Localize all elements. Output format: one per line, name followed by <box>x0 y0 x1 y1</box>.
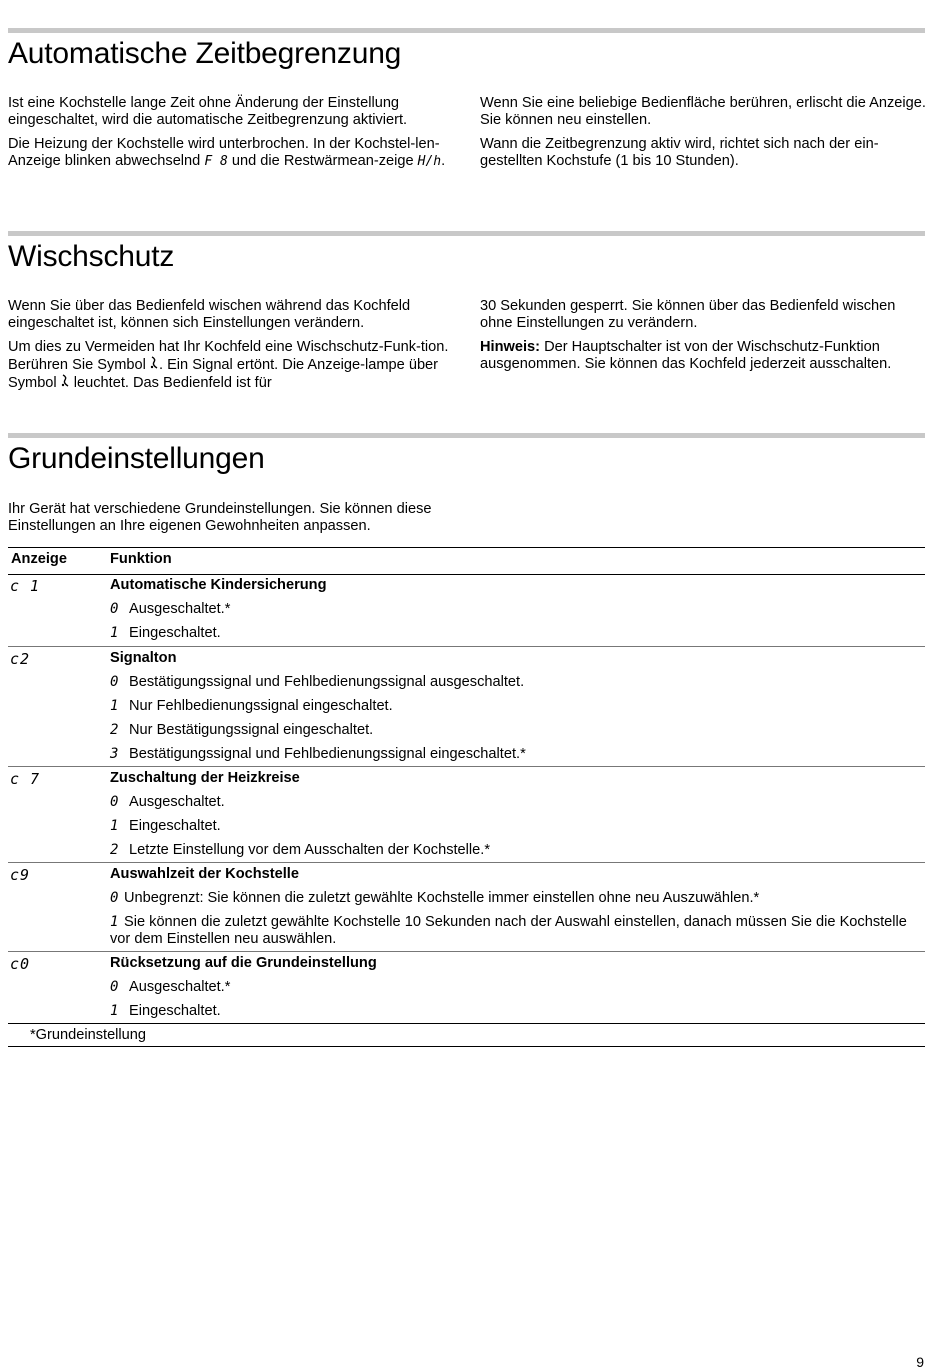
function-title: Signalton <box>110 650 177 666</box>
function-title: Zuschaltung der Heizkreise <box>110 770 300 786</box>
function-title: Automatische Kindersicherung <box>110 577 327 593</box>
table-row <box>110 722 925 739</box>
setting-value: 1 <box>110 818 119 834</box>
table-row <box>110 601 925 618</box>
display-code: c2 <box>10 650 31 668</box>
setting-description: Ausgeschaltet.* <box>129 601 231 617</box>
table-row-group <box>8 767 925 863</box>
setting-value: 0 <box>110 601 119 617</box>
setting-value: 1 <box>110 625 119 641</box>
wipe-protection-icon <box>61 375 70 391</box>
section-divider <box>8 28 925 33</box>
paragraph <box>8 339 454 392</box>
setting-value: 3 <box>110 746 119 762</box>
column-header-funktion: Funktion <box>110 551 172 567</box>
setting-value: 0 <box>110 979 119 995</box>
table-row <box>110 674 925 691</box>
left-column <box>8 95 454 177</box>
table-row-group <box>8 574 925 647</box>
table-row <box>110 818 925 835</box>
text: leuchtet. Das Bedienfeld ist für <box>69 375 272 391</box>
setting-description: Eingeschaltet. <box>129 818 221 834</box>
setting-value: 0 <box>110 890 119 906</box>
section-title: Automatische Zeitbegrenzung <box>8 37 402 70</box>
section-divider <box>8 433 925 438</box>
section-grundeinstellungen <box>8 433 925 476</box>
table-row <box>110 746 925 763</box>
paragraph: 30 Sekunden gesperrt. Sie können über das Bedienfeld wischen ohne Einstellungen zu verändern. <box>480 298 896 331</box>
table-header <box>8 547 925 575</box>
table-row <box>110 914 925 948</box>
setting-description: Nur Fehlbedienungssignal eingeschaltet. <box>129 698 393 714</box>
paragraph <box>480 339 926 373</box>
note-label: Hinweis: <box>480 339 541 355</box>
setting-description: Ausgeschaltet.* <box>129 979 231 995</box>
page-number: 9 <box>916 1354 924 1370</box>
table-row-group <box>8 952 925 1023</box>
setting-description: Bestätigungssignal und Fehlbedienungssignal ausgeschaltet. <box>129 674 525 690</box>
right-column <box>480 95 926 177</box>
table-row <box>110 698 925 715</box>
text: Der Hauptschalter ist von der Wischschutz-Funktion ausgenommen. Sie können das Kochfeld jederzeit ausschalten. <box>480 339 892 372</box>
setting-description: Nur Bestätigungssignal eingeschaltet. <box>129 722 374 738</box>
setting-value: 2 <box>110 842 119 858</box>
setting-value: 2 <box>110 722 119 738</box>
display-symbol: H/h <box>417 154 442 169</box>
setting-description: Eingeschaltet. <box>129 625 221 641</box>
paragraph: Wenn Sie über das Bedienfeld wischen während das Kochfeld eingeschaltet ist, können sich Einstellungen verändern. <box>8 298 411 331</box>
section-automatische-zeitbegrenzung <box>8 28 925 71</box>
setting-description: Bestätigungssignal und Fehlbedienungssignal eingeschaltet.* <box>129 746 526 762</box>
text: . <box>441 153 446 169</box>
setting-description: Unbegrenzt: Sie können die zuletzt gewählte Kochstelle immer einstellen ohne neu Auszuwählen.* <box>124 890 760 906</box>
table-row-group <box>8 647 925 767</box>
table-row <box>110 1003 925 1020</box>
setting-value: 0 <box>110 674 119 690</box>
setting-description: Eingeschaltet. <box>129 1003 221 1019</box>
function-title: Rücksetzung auf die Grundeinstellung <box>110 955 377 971</box>
text: Um dies zu Vermeiden hat Ihr Kochfeld eine Wischschutz-Funk-tion. Berühren Sie Symbol <box>8 339 449 373</box>
wipe-protection-icon <box>150 357 159 373</box>
table-row <box>110 625 925 642</box>
table-row <box>110 979 925 996</box>
section-divider <box>8 231 925 236</box>
table-row <box>110 794 925 811</box>
intro-paragraph: Ihr Gerät hat verschiedene Grundeinstellungen. Sie können diese Einstellungen an Ihre eigenen Gewohnheiten anpassen. <box>8 501 432 534</box>
section-wischschutz <box>8 231 925 274</box>
section-title: Wischschutz <box>8 240 175 273</box>
column-header-anzeige: Anzeige <box>11 551 67 567</box>
setting-description: Ausgeschaltet. <box>129 794 225 810</box>
left-column <box>8 298 454 399</box>
display-code: c0 <box>10 955 31 973</box>
function-title: Auswahlzeit der Kochstelle <box>110 866 299 882</box>
right-column <box>480 298 926 380</box>
display-symbol: F 8 <box>204 154 228 169</box>
text: Die Heizung der Kochstelle wird unterbrochen. In der Kochstel-len-Anzeige blinken abwechselnd <box>8 136 440 169</box>
footnote-text: *Grundeinstellung <box>30 1027 147 1043</box>
display-code: c 7 <box>10 770 41 788</box>
setting-value: 1 <box>110 914 119 930</box>
display-code: c9 <box>10 866 31 884</box>
paragraph: Wann die Zeitbegrenzung aktiv wird, richtet sich nach der ein-gestellten Kochstufe (1 bis 10 Stunden). <box>480 136 879 169</box>
setting-value: 0 <box>110 794 119 810</box>
section-title: Grundeinstellungen <box>8 442 265 475</box>
table-row-group <box>8 863 925 952</box>
text: . Ein Signal ertönt. Die Anzeige-lampe über Symbol <box>8 357 439 391</box>
table-footnote <box>8 1023 925 1047</box>
table-row <box>110 842 925 859</box>
setting-description: Sie können die zuletzt gewählte Kochstelle 10 Sekunden nach der Auswahl einstellen, danach müssen Sie die Kochstelle vor dem Einstellen neu auswählen. <box>110 914 907 947</box>
table-row <box>110 890 925 907</box>
display-code: c 1 <box>10 577 41 595</box>
paragraph: Ist eine Kochstelle lange Zeit ohne Änderung der Einstellung eingeschaltet, wird die automatische Zeitbegrenzung aktiviert. <box>8 95 408 128</box>
paragraph <box>8 136 454 170</box>
text: und die Restwärmean-zeige <box>227 153 418 169</box>
setting-description: Letzte Einstellung vor dem Ausschalten der Kochstelle.* <box>129 842 490 858</box>
setting-value: 1 <box>110 1003 119 1019</box>
paragraph: Wenn Sie eine beliebige Bedienfläche berühren, erlischt die Anzeige. Sie können neu einstellen. <box>480 95 926 128</box>
setting-value: 1 <box>110 698 119 714</box>
